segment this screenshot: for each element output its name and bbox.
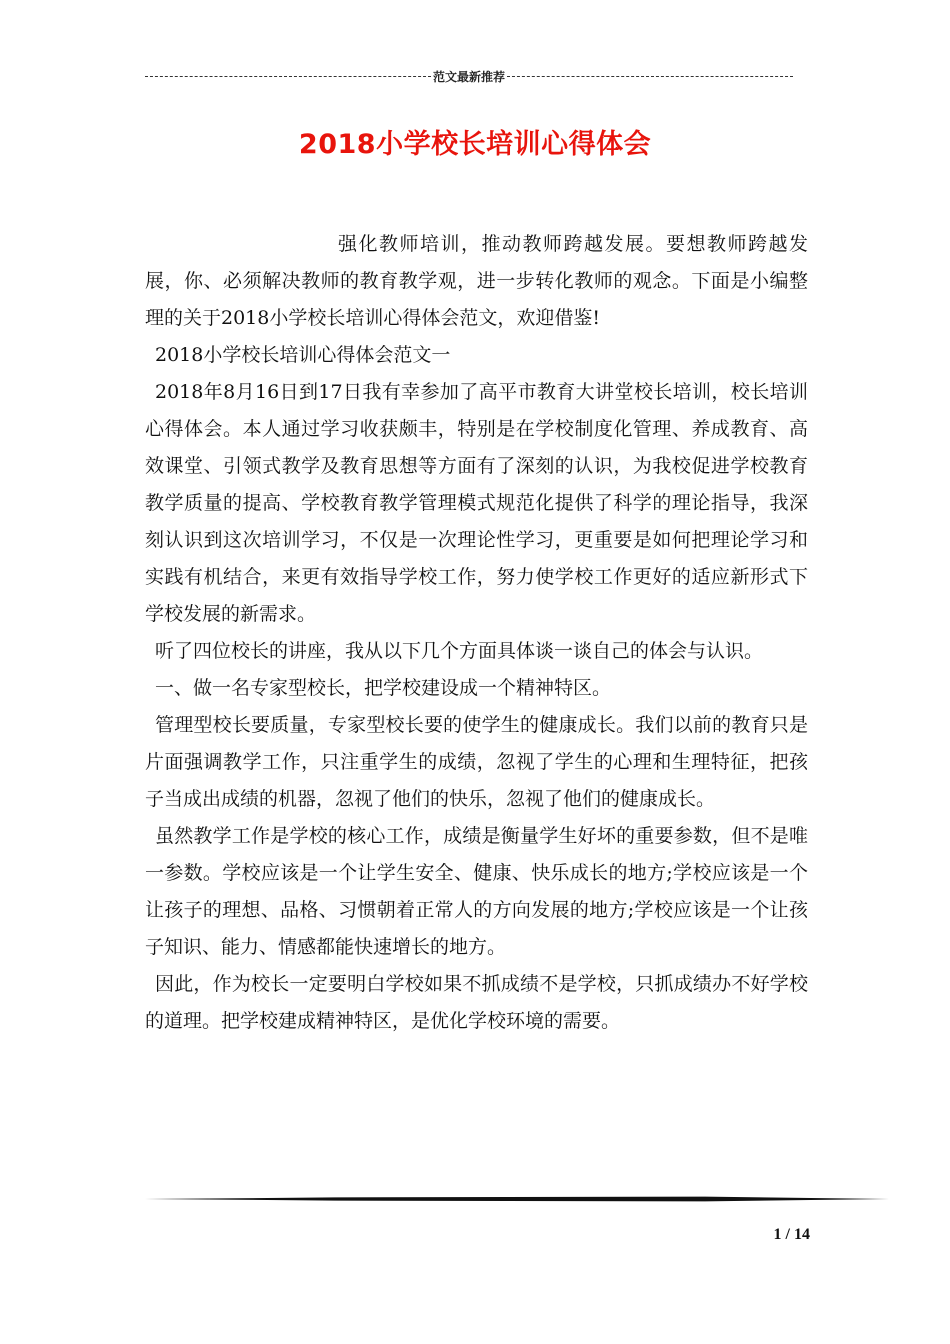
paragraph: 管理型校长要质量，专家型校长要的使学生的健康成长。我们以前的教育只是片面强调教学工作，只注重学生的成绩，忽视了学生的心理和生理特征，把孩子当成出成绩的机器，忽视了他们的快乐，忽视了他们的健康成长。	[145, 714, 808, 810]
paragraph-heading-essay-one: 2018小学校长培训心得体会范文一	[155, 344, 451, 366]
paragraph: 听了四位校长的讲座，我从以下几个方面具体谈一谈自己的体会与认识。	[155, 640, 764, 662]
page-number	[740, 1226, 810, 1244]
page-separator: /	[781, 1226, 794, 1243]
document-title: 2018小学校长培训心得体会	[298, 129, 652, 160]
header-banner	[145, 66, 793, 86]
paragraph: 虽然教学工作是学校的核心工作，成绩是衡量学生好坏的重要参数，但不是唯一参数。学校应该是一个让学生安全、健康、快乐成长的地方;学校应该是一个让孩子的理想、品格、习惯朝着正常人的方向发展的地方;学校应该是一个让孩子知识、能力、情感都能快速增长的地方。	[145, 825, 808, 958]
document-body	[145, 226, 808, 1040]
paragraph-section-heading: 一、做一名专家型校长，把学校建设成一个精神特区。	[155, 677, 612, 699]
header-label: 范文最新推荐	[433, 69, 506, 84]
total-pages: 14	[794, 1226, 810, 1243]
header-dash-right	[507, 76, 793, 77]
paragraph: 因此，作为校长一定要明白学校如果不抓成绩不是学校，只抓成绩办不好学校的道理。把学校建成精神特区，是优化学校环境的需要。	[145, 973, 808, 1032]
current-page: 1	[773, 1226, 782, 1243]
footer-divider	[145, 1192, 889, 1206]
paragraph: 2018年8月16日到17日我有幸参加了高平市教育大讲堂校长培训，校长培训心得体会。本人通过学习收获颇丰，特别是在学校制度化管理、养成教育、高效课堂、引领式教学及教育思想等方面有了深刻的认识，为我校促进学校教育教学质量的提高、学校教育教学管理模式规范化提供了科学的理论指导，我深刻认识到这次培训学习，不仅是一次理论性学习，更重要是如何把理论学习和实践有机结合，来更有效指导学校工作，努力使学校工作更好的适应新形式下学校发展的新需求。	[145, 381, 808, 625]
paragraph-intro: 强化教师培训，推动教师跨越发展。要想教师跨越发展，你、必须解决教师的教育教学观，进一步转化教师的观念。下面是小编整理的关于2018小学校长培训心得体会范文，欢迎借鉴!	[145, 233, 808, 329]
header-dash-left	[145, 76, 431, 77]
